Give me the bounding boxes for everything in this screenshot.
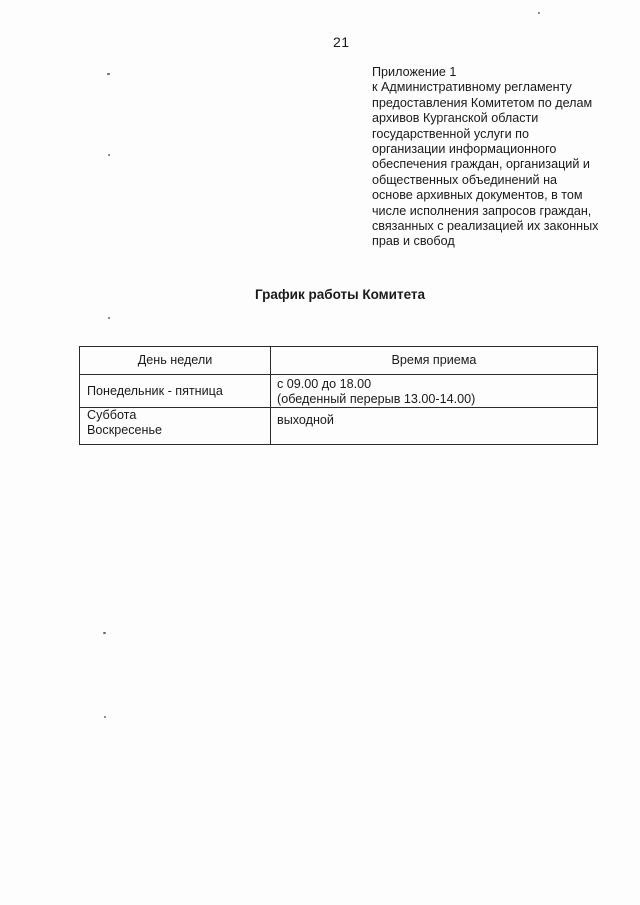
scan-speck xyxy=(103,632,106,634)
appendix-line: организации информационного xyxy=(372,142,557,157)
page-number: 21 xyxy=(333,34,350,50)
appendix-line: числе исполнения запросов граждан, xyxy=(372,203,592,218)
time-text: (обеденный перерыв 13.00-14.00) xyxy=(277,392,476,406)
day-cell xyxy=(80,375,271,408)
header-day: День недели xyxy=(80,347,271,375)
scan-speck xyxy=(104,716,106,718)
day-text: Понедельник - пятница xyxy=(87,383,223,398)
table-row xyxy=(80,408,598,445)
appendix-line: архивов Курганской области xyxy=(372,111,539,126)
scan-speck xyxy=(107,73,110,75)
appendix-line: к Административному регламенту xyxy=(372,80,572,95)
appendix-line: связанных с реализацией их законных xyxy=(372,219,599,234)
appendix-line: прав и свобод xyxy=(372,234,455,249)
time-cell xyxy=(271,375,598,408)
time-cell xyxy=(271,408,598,445)
scan-speck xyxy=(538,12,540,14)
table-header-row xyxy=(80,347,598,375)
appendix-line: основе архивных документов, в том xyxy=(372,188,583,203)
header-time: Время приема xyxy=(271,347,598,375)
appendix-line: Приложение 1 xyxy=(372,65,457,79)
time-text: с 09.00 до 18.00 xyxy=(277,377,372,391)
time-text: выходной xyxy=(277,413,334,427)
schedule-table xyxy=(79,346,598,445)
table-row xyxy=(80,375,598,408)
day-text: Суббота xyxy=(87,408,137,422)
scan-speck xyxy=(108,317,110,319)
appendix-line: государственной услуги по xyxy=(372,126,529,141)
schedule-title: График работы Комитета xyxy=(254,287,426,302)
appendix-line: обеспечения граждан, организаций и xyxy=(372,157,590,172)
scan-speck xyxy=(108,154,110,156)
appendix-block xyxy=(372,65,612,250)
day-cell xyxy=(80,408,271,445)
appendix-line: общественных объединений на xyxy=(372,172,558,187)
day-text: Воскресенье xyxy=(87,423,163,437)
appendix-line: предоставления Комитетом по делам xyxy=(372,95,593,110)
